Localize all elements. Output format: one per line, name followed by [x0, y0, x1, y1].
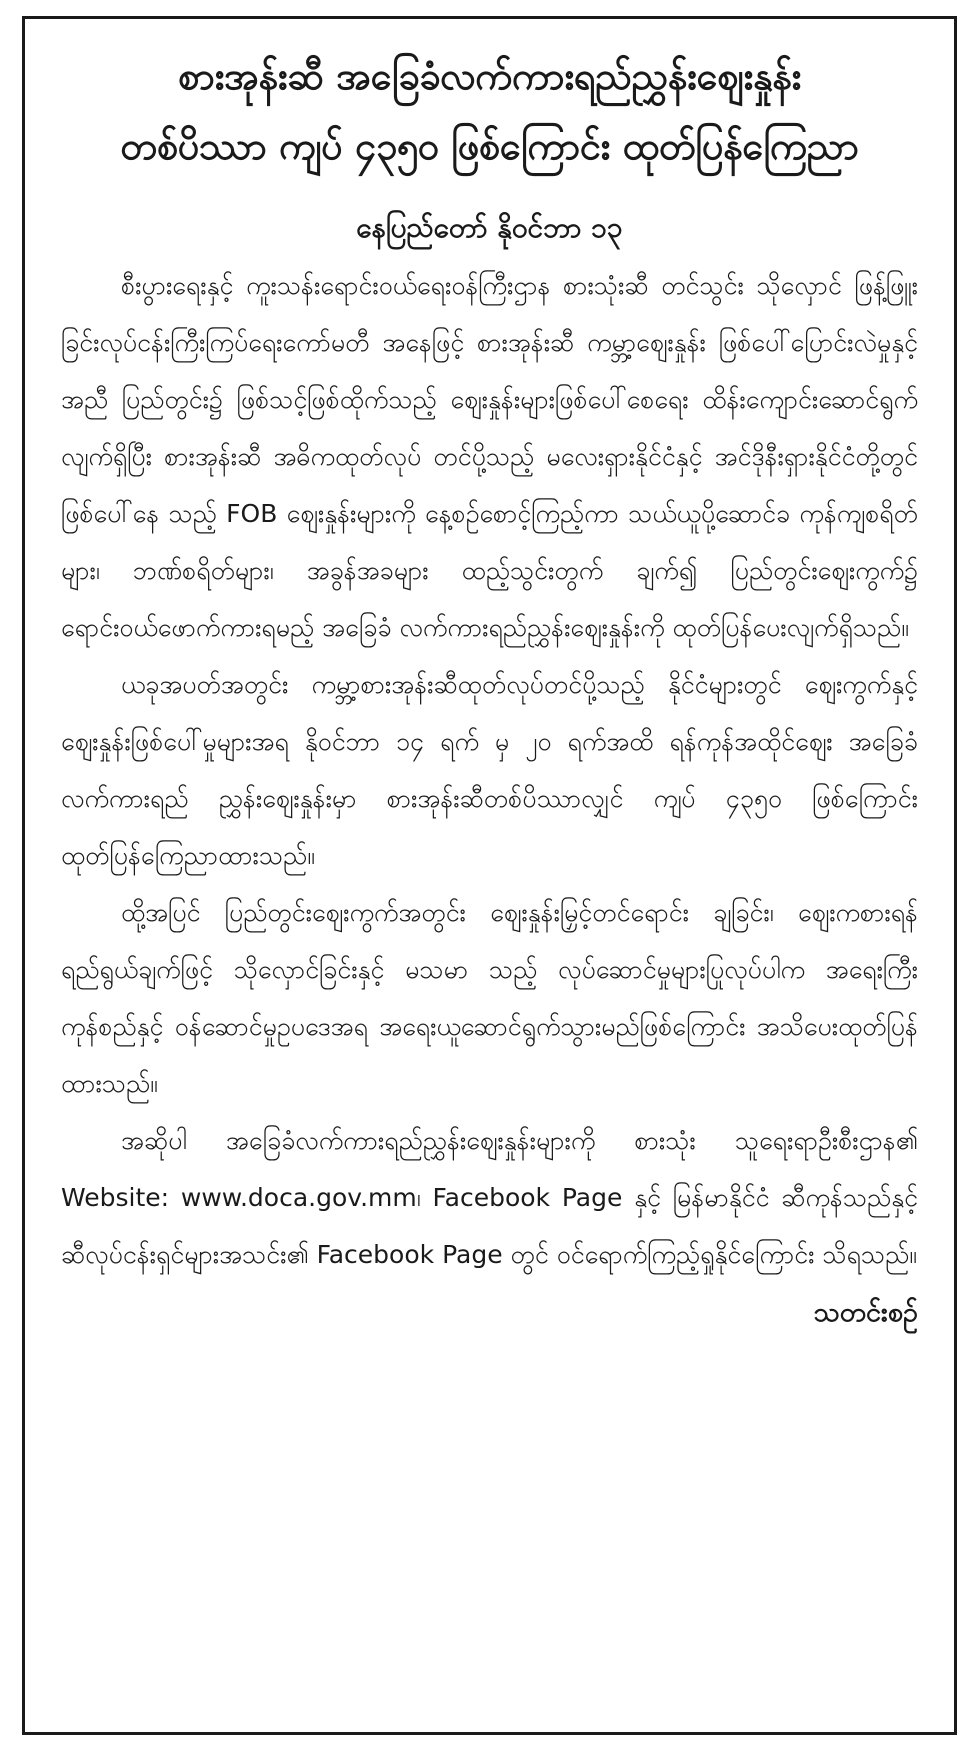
news-article-frame [22, 16, 957, 1735]
headline-line-1: စားအုန်းဆီ အခြေခံလက်ကားရည်ညွှန်းဈေးနှုန်း [177, 54, 802, 98]
article-paragraph: စီးပွားရေးနှင့် ကူးသန်းရောင်းဝယ်ရေးဝန်ကြီးဌာန စားသုံးဆီ တင်သွင်း သိုလှောင် ဖြန့်ဖြူးခြင်းလုပ်ငန်းကြီးကြပ်ရေးကော်မတီ အနေဖြင့် စားအုန်းဆီ ကမ္ဘာ့ဈေးနှုန်း ဖြစ်ပေါ်ပြောင်းလဲမှုနှင့်အညီ ပြည်တွင်း၌ ဖြစ်သင့်ဖြစ်ထိုက်သည့် ဈေးနှုန်းများဖြစ်ပေါ်စေရေး ထိန်းကျောင်းဆောင်ရွက်လျက်ရှိပြီး စားအုန်းဆီ အဓိကထုတ်လုပ် တင်ပို့သည့် မလေးရှားနိုင်ငံနှင့် အင်ဒိုနီးရှားနိုင်ငံတို့တွင် ဖြစ်ပေါ်နေ သည့် FOB ဈေးနှုန်းများကို နေ့စဉ်စောင့်ကြည့်ကာ သယ်ယူပို့ဆောင်ခ ကုန်ကျစရိတ်များ၊ ဘဏ်စရိတ်များ၊ အခွန်အခများ ထည့်သွင်းတွက် ချက်၍ ပြည်တွင်းဈေးကွက်၌ ရောင်းဝယ်ဖောက်ကားရမည့် အခြေခံ လက်ကားရည်ညွှန်းဈေးနှုန်းကို ထုတ်ပြန်ပေးလျက်ရှိသည်။ [61, 271, 918, 642]
dateline: နေပြည်တော် နိုဝင်ဘာ ၁၃ [356, 211, 623, 244]
byline: သတင်းစဉ် [813, 1297, 918, 1328]
article-paragraph: အဆိုပါ အခြေခံလက်ကားရည်ညွှန်းဈေးနှုန်းများကို စားသုံး သူရေးရာဦးစီးဌာန၏ Website: www.doca.gov.mm၊ Facebook Page နှင့် မြန်မာနိုင်ငံ ဆီကုန်သည်နှင့် ဆီလုပ်ငန်းရှင်များအသင်း၏ Facebook Page တွင် ဝင်ရောက်ကြည့်ရှုနိုင်ကြောင်း သိရသည်။ [61, 1126, 918, 1269]
headline-line-2: တစ်ပိဿာ ကျပ် ၄၃၅၀ ဖြစ်ကြောင်း ထုတ်ပြန်ကြေညာ [120, 124, 859, 168]
article-paragraph: ထို့အပြင် ပြည်တွင်းဈေးကွက်အတွင်း ဈေးနှုန်းမြှင့်တင်ရောင်း ချခြင်း၊ ဈေးကစားရန်ရည်ရွယ်ချက်ဖြင့် သိုလှောင်ခြင်းနှင့် မသမာ သည့် လုပ်ဆောင်မှုများပြုလုပ်ပါက အရေးကြီးကုန်စည်နှင့် ဝန်ဆောင်မှုဥပဒေအရ အရေးယူဆောင်ရွက်သွားမည်ဖြစ်ကြောင်း အသိပေးထုတ်ပြန်ထားသည်။ [61, 898, 918, 1098]
article-paragraph: ယခုအပတ်အတွင်း ကမ္ဘာ့စားအုန်းဆီထုတ်လုပ်တင်ပို့သည့် နိုင်ငံများတွင် ဈေးကွက်နှင့် ဈေးနှုန်းဖြစ်ပေါ်မှုများအရ နိုဝင်ဘာ ၁၄ ရက် မှ ၂၀ ရက်အထိ ရန်ကုန်အထိုင်ဈေး အခြေခံလက်ကားရည် ညွှန်းဈေးနှုန်းမှာ စားအုန်းဆီတစ်ပိဿာလျှင် ကျပ် ၄၃၅၀ ဖြစ်ကြောင်း ထုတ်ပြန်ကြေညာထားသည်။ [61, 670, 918, 870]
